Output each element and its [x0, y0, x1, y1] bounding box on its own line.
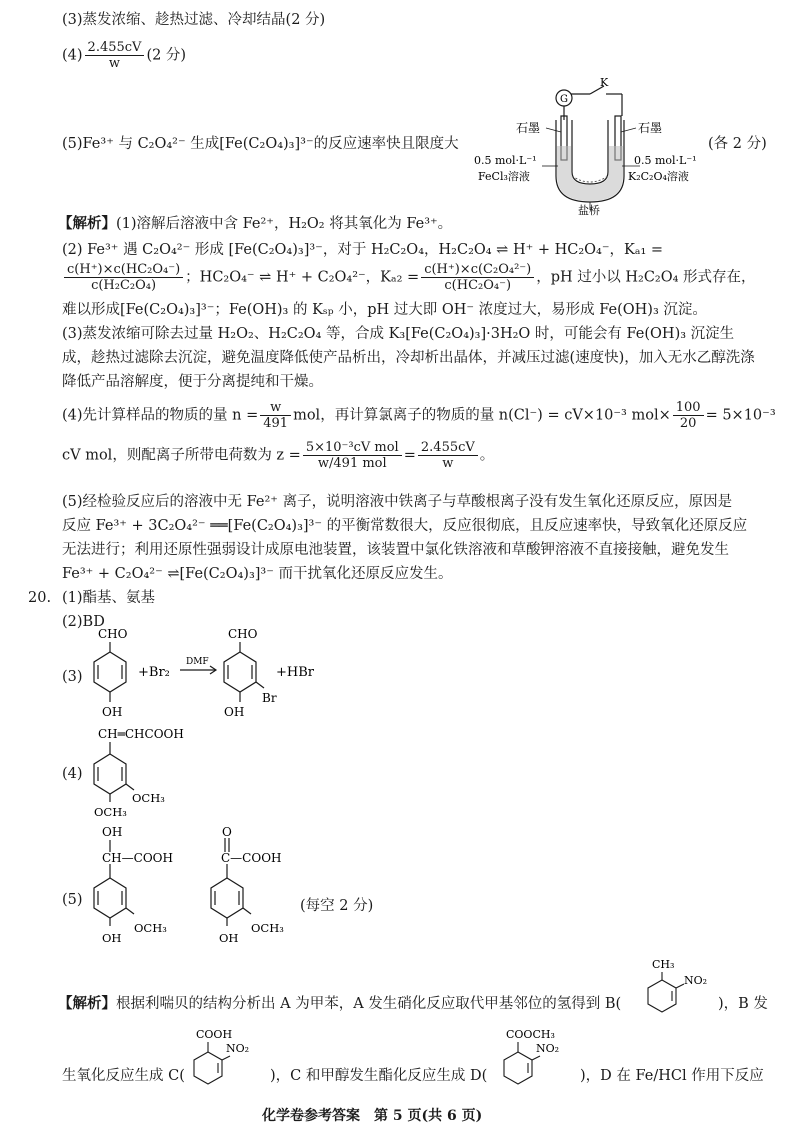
s5b-oh-bottom: OH: [219, 931, 239, 945]
z-result-fraction: [418, 440, 478, 471]
q20-answer-4-label: (4): [62, 766, 83, 782]
analysis-4-line2: [62, 440, 494, 471]
q20-analysis-text-d: )，C 和甲醇发生酯化反应生成 D(: [270, 1068, 488, 1084]
reactant-cho-label: CHO: [98, 627, 128, 641]
ka2-text: ；HC₂O₄⁻ ⇌ H⁺ + C₂O₄²⁻，Kₐ₂ =: [185, 269, 420, 286]
d-no2: NO₂: [536, 1042, 560, 1055]
n-numerator: w: [260, 400, 291, 416]
analysis-5-line3: 无法进行；利用还原性强弱设计成原电池装置，该装置中氯化铁溶液和草酸钾溶液不直接接触，避免发生: [62, 542, 729, 558]
galvanic-cell-diagram: [472, 76, 708, 216]
analysis-4-c: = 5×10⁻³: [705, 407, 776, 424]
c-no2: NO₂: [226, 1042, 250, 1055]
answer-4: [62, 40, 186, 71]
analysis-3-line1: (3)蒸发浓缩可除去过量 H₂O₂、H₂C₂O₄ 等，合成 K₃[Fe(C₂O₄)₃]·3H₂O 时，可能会有 Fe(OH)₃ 沉淀生: [62, 326, 735, 342]
analysis-4-d: cV mol，则配离子所带电荷数为 z =: [62, 447, 301, 464]
answer-4-denominator: w: [108, 56, 121, 71]
q20-answer-2: (2)BD: [62, 614, 105, 630]
z-result-denominator: w: [442, 456, 454, 471]
ka1-denominator: c(H₂C₂O₄): [91, 278, 157, 293]
structure-4: [80, 720, 280, 820]
analysis-4-b: mol，再计算氯离子的物质的量 n(Cl⁻) = cV×10⁻³ mol×: [293, 407, 671, 424]
answer-5: (5)Fe³⁺ 与 C₂O₄²⁻ 生成[Fe(C₂O₄)₃]³⁻的反应速率快且限度大: [62, 136, 459, 152]
analysis-4-a: (4)先计算样品的物质的量 n =: [62, 407, 259, 424]
analysis-5-line4: Fe³⁺ + C₂O₄²⁻ ⇌[Fe(C₂O₄)₃]³⁻ 而干扰氧化还原反应发生。: [62, 566, 453, 582]
chain-4-label: CH═CHCOOH: [98, 727, 184, 741]
s5b-chain-label: C—COOH: [221, 851, 282, 865]
z-denominator: w/491 mol: [317, 456, 387, 471]
z-result-numerator: 2.455cV: [418, 440, 478, 456]
answer-4-fraction: [85, 40, 145, 71]
reactant-oh-label: OH: [102, 705, 123, 719]
b-no2: NO₂: [684, 974, 708, 987]
right-electrode-label: 石墨: [638, 121, 663, 135]
answer-3: (3)蒸发浓缩、趁热过滤、冷却结晶(2 分): [62, 12, 326, 28]
c-cooh: COOH: [196, 1028, 233, 1041]
ratio-numerator: 100: [673, 400, 704, 416]
analysis-1: [58, 214, 452, 234]
z-fraction: [303, 440, 402, 471]
analysis-tag: 【解析】: [58, 215, 116, 232]
ratio-denominator: 20: [679, 416, 697, 431]
ph-text: ，pH 过小以 H₂C₂O₄ 形式存在，: [536, 269, 756, 286]
ka2-fraction: [421, 262, 534, 293]
switch-label: K: [600, 76, 609, 89]
left-concentration: 0.5 mol·L⁻¹: [474, 154, 537, 167]
q20-analysis-text-b: )，B 发: [718, 996, 768, 1012]
answer-4-score: (2 分): [146, 47, 187, 64]
och3-label-a: OCH₃: [94, 805, 127, 819]
analysis-4-f: 。: [479, 447, 495, 464]
q20-answer-5-score: (每空 2 分): [300, 898, 374, 914]
salt-bridge-label: 盐桥: [578, 204, 600, 216]
ka1-numerator: c(H⁺)×c(HC₂O₄⁻): [64, 262, 183, 278]
answer-5-score: (各 2 分): [708, 136, 767, 152]
analysis-1-text: (1)溶解后溶液中含 Fe²⁺，H₂O₂ 将其氧化为 Fe³⁺。: [116, 216, 453, 232]
z-numerator: 5×10⁻³cV mol: [303, 440, 402, 456]
compound-b-structure: [640, 954, 720, 1018]
compound-c-structure: [186, 1026, 266, 1090]
och3-label-b: OCH₃: [132, 791, 165, 805]
q20-answer-5-label: (5): [62, 892, 83, 908]
reaction-3-structures: [80, 622, 340, 722]
analysis-4-line1: [62, 400, 776, 431]
page-footer: 化学卷参考答案 第 5 页(共 6 页): [262, 1108, 483, 1124]
product-cho-label: CHO: [228, 627, 258, 641]
s5a-och3: OCH₃: [134, 921, 167, 935]
q20-analysis-tag: 【解析】: [58, 995, 116, 1012]
s5a-oh-label: OH: [102, 825, 123, 839]
product-oh-label: OH: [224, 705, 245, 719]
n-fraction: [260, 400, 291, 431]
q20-analysis-line1: [58, 994, 621, 1014]
ka2-numerator: c(H⁺)×c(C₂O₄²⁻): [421, 262, 534, 278]
q20-analysis-text-a: 根据利喘贝的结构分析出 A 为甲苯，A 发生硝化反应取代甲基邻位的氢得到 B(: [116, 996, 622, 1012]
analysis-2-line2: [62, 262, 756, 293]
analysis-2-line1: (2) Fe³⁺ 遇 C₂O₄²⁻ 形成 [Fe(C₂O₄)₃]³⁻，对于 H₂C₂O₄，H₂C₂O₄ ⇌ H⁺ + HC₂O₄⁻，Kₐ₁ =: [62, 242, 664, 258]
q20-answer-3-label: (3): [62, 669, 83, 685]
q20-answer-1: (1)酯基、氨基: [62, 590, 156, 606]
analysis-3-line3: 降低产品溶解度，便于分离提纯和干燥。: [62, 374, 323, 390]
answer-4-label: (4): [62, 47, 83, 64]
ka1-fraction: [64, 262, 183, 293]
d-cooch3: COOCH₃: [506, 1028, 555, 1041]
ratio-fraction: [673, 400, 704, 431]
compound-d-structure: [496, 1026, 580, 1090]
analysis-2-line3: 难以形成[Fe(C₂O₄)₃]³⁻；Fe(OH)₃ 的 Kₛₚ 小，pH 过大即 OH⁻ 浓度过大，易形成 Fe(OH)₃ 沉淀。: [62, 302, 707, 318]
analysis-4-e: =: [403, 447, 416, 464]
s5a-chain-label: CH—COOH: [102, 851, 173, 865]
analysis-5-line1: (5)经检验反应后的溶液中无 Fe²⁺ 离子，说明溶液中铁离子与草酸根离子没有发生氧化还原反应，原因是: [62, 494, 733, 510]
answer-4-numerator: 2.455cV: [85, 40, 145, 56]
b-ch3: CH₃: [652, 958, 675, 971]
right-concentration: 0.5 mol·L⁻¹: [634, 154, 697, 167]
right-solution: K₂C₂O₄溶液: [628, 170, 689, 183]
plus-hbr: +HBr: [276, 665, 314, 680]
question-20-number: 20.: [28, 590, 52, 606]
q20-analysis-text-c: 生氧化反应生成 C(: [62, 1068, 185, 1084]
left-solution: FeCl₃溶液: [478, 170, 530, 183]
s5b-och3: OCH₃: [251, 921, 284, 935]
plus-br2: +Br₂: [138, 665, 170, 680]
reaction-condition: DMF: [186, 657, 209, 667]
s5a-oh-bottom: OH: [102, 931, 122, 945]
s5b-o-label: O: [222, 825, 232, 839]
q20-analysis-text-e: )，D 在 Fe/HCl 作用下反应: [580, 1068, 764, 1084]
galvanometer-label: G: [560, 94, 568, 105]
left-electrode-label: 石墨: [516, 121, 541, 135]
product-br-label: Br: [262, 691, 277, 705]
structure-5: [80, 822, 320, 950]
analysis-5-line2: 反应 Fe³⁺ + 3C₂O₄²⁻ ══[Fe(C₂O₄)₃]³⁻ 的平衡常数很大，反应很彻底，且反应速率快，导致氧化还原反应: [62, 518, 748, 534]
analysis-3-line2: 成，趁热过滤除去沉淀，避免温度降低使产品析出，冷却析出晶体，并减压过滤(速度快)，加入无水乙醇洗涤: [62, 350, 755, 366]
n-denominator: 491: [263, 416, 289, 431]
ka2-denominator: c(HC₂O₄⁻): [444, 278, 512, 293]
